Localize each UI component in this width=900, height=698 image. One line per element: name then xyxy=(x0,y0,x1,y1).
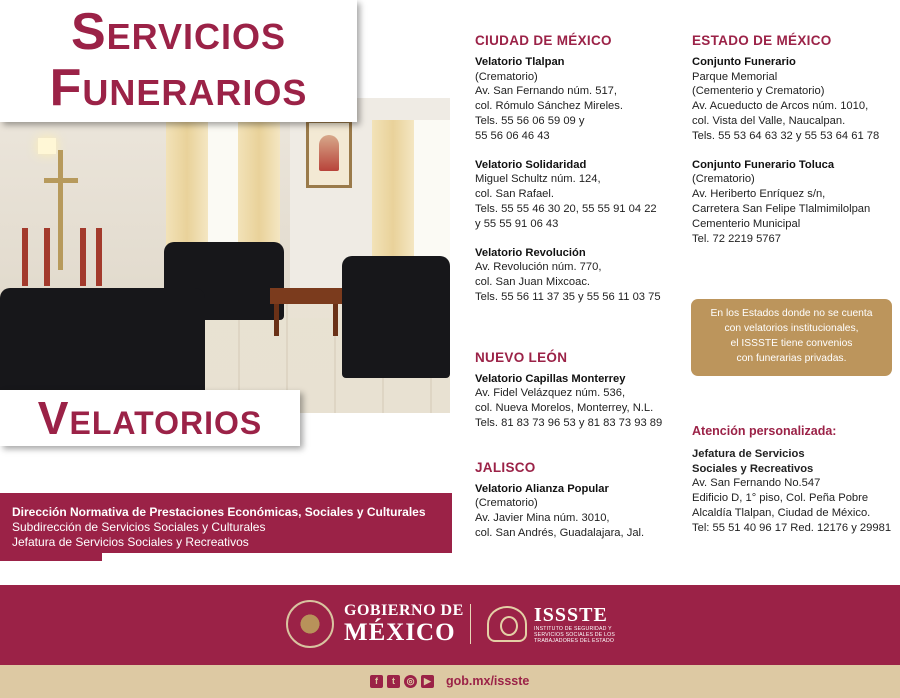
photo-painting xyxy=(306,120,352,188)
entry-name: Velatorio Tlalpan xyxy=(475,55,565,68)
photo-lamp xyxy=(38,138,56,154)
direction-line-1: Dirección Normativa de Prestaciones Económicas, Sociales y Culturales xyxy=(12,505,426,519)
footer-divider xyxy=(470,604,471,644)
column-left xyxy=(475,34,685,555)
entry-conjunto-funerario xyxy=(692,55,897,144)
social-links xyxy=(370,673,529,689)
entry-line: Tels. 55 53 64 63 32 y 55 53 64 61 78 xyxy=(692,129,880,142)
entry-velatorio-tlalpan xyxy=(475,55,685,144)
entry-line: col. San Andrés, Guadalajara, Jal. xyxy=(475,526,645,539)
photo-sofa xyxy=(342,256,450,378)
entry-line: Miguel Schultz núm. 124, xyxy=(475,173,601,186)
entry-line: (Crematorio) xyxy=(475,497,538,510)
photo-candle xyxy=(44,228,50,286)
atencion-line: Edificio D, 1° piso, Col. Peña Pobre xyxy=(692,492,869,505)
issste-logo xyxy=(534,604,634,644)
entry-line: col. San Juan Mixcoac. xyxy=(475,276,591,289)
entry-line: Tels. 81 83 73 96 53 y 81 83 73 93 89 xyxy=(475,416,663,429)
region-heading-nuevo-leon: NUEVO LEÓN xyxy=(475,349,568,365)
region-heading-edomex: ESTADO DE MÉXICO xyxy=(692,33,832,48)
photo-candle xyxy=(96,228,102,286)
entry-line: Parque Memorial xyxy=(692,70,778,83)
entry-velatorio-revolucion xyxy=(475,246,685,305)
subtitle-box xyxy=(0,390,300,446)
entry-line: Av. Acueducto de Arcos núm. 1010, xyxy=(692,100,869,113)
entry-conjunto-funerario-toluca xyxy=(692,158,897,247)
issste-subtitle: INSTITUTO DE SEGURIDAD Y SERVICIOS SOCIALES DE LOS TRABAJADORES DEL ESTADO xyxy=(534,626,616,644)
issste-logo-icon xyxy=(487,606,527,642)
note-box xyxy=(691,299,892,376)
entry-line: Av. San Fernando núm. 517, xyxy=(475,85,618,98)
atencion-heading: Atención personalizada: xyxy=(692,424,837,438)
entry-name: Velatorio Revolución xyxy=(475,246,586,259)
entry-line: col. Rómulo Sánchez Mireles. xyxy=(475,100,623,113)
gob-line-1: GOBIERNO DE xyxy=(344,602,464,619)
entry-line: Tels. 55 56 06 59 09 y xyxy=(475,114,585,127)
subtitle: Velatorios xyxy=(37,392,263,444)
title-box xyxy=(0,0,357,122)
entry-line: (Cementerio y Crematorio) xyxy=(692,85,825,98)
entry-line: Carretera San Felipe Tlalmimilolpan xyxy=(692,202,871,215)
entry-line: 55 56 06 46 43 xyxy=(475,129,550,142)
twitter-icon[interactable]: t xyxy=(387,675,400,688)
entry-line: col. Nueva Morelos, Monterrey, N.L. xyxy=(475,402,654,415)
photo-cross-bar xyxy=(44,178,78,183)
direction-line-2: Subdirección de Servicios Sociales y Culturales xyxy=(12,520,266,534)
entry-line: (Crematorio) xyxy=(475,70,538,83)
column-right xyxy=(692,34,897,260)
gob-line-2: MÉXICO xyxy=(344,619,456,646)
youtube-icon[interactable]: ▶ xyxy=(421,675,434,688)
note-line: con funerarias privadas. xyxy=(736,353,847,364)
note-line: En los Estados donde no se cuenta xyxy=(710,308,873,319)
entry-name: Conjunto Funerario xyxy=(692,55,796,68)
entry-line: Cementerio Municipal xyxy=(692,217,801,230)
issste-name: ISSSTE xyxy=(534,604,608,626)
velatorio-room-photo xyxy=(0,98,450,413)
photo-cross xyxy=(58,150,63,270)
instagram-icon[interactable]: ◎ xyxy=(404,675,417,688)
entry-line: Av. Heriberto Enríquez s/n, xyxy=(692,188,826,201)
title-line-2: Funerarios xyxy=(49,59,308,117)
entry-name: Conjunto Funerario Toluca xyxy=(692,158,835,171)
entry-line: Av. Fidel Velázquez núm. 536, xyxy=(475,387,626,400)
title-line-1: Servicios xyxy=(70,3,287,61)
atencion-block xyxy=(692,424,897,536)
direction-line-3: Jefatura de Servicios Sociales y Recreativos xyxy=(12,535,249,549)
region-heading-jalisco: JALISCO xyxy=(475,459,536,475)
entry-velatorio-alianza-popular xyxy=(475,482,685,541)
photo-candle xyxy=(80,228,86,286)
note-line: el ISSSTE tiene convenios xyxy=(730,338,853,349)
atencion-name-line: Sociales y Recreativos xyxy=(692,462,814,475)
entry-name: Velatorio Alianza Popular xyxy=(475,482,609,495)
entry-line: (Crematorio) xyxy=(692,173,755,186)
gobierno-de-mexico-logo xyxy=(344,602,464,646)
entry-name: Velatorio Solidaridad xyxy=(475,158,587,171)
entry-velatorio-capillas-monterrey xyxy=(475,372,685,431)
region-heading-cdmx: CIUDAD DE MÉXICO xyxy=(475,33,612,48)
entry-line: Tels. 55 56 11 37 35 y 55 56 11 03 75 xyxy=(475,290,661,303)
entry-line: y 55 55 91 06 43 xyxy=(475,217,559,230)
entry-name: Velatorio Capillas Monterrey xyxy=(475,372,626,385)
facebook-icon[interactable]: f xyxy=(370,675,383,688)
atencion-line: Av. San Fernando No.547 xyxy=(692,477,821,490)
photo-candle xyxy=(22,228,28,286)
website-link[interactable]: gob.mx/issste xyxy=(446,674,530,688)
atencion-name-line: Jefatura de Servicios xyxy=(692,447,805,460)
entry-line: Av. Revolución núm. 770, xyxy=(475,261,602,274)
photo-side-table xyxy=(270,288,342,336)
atencion-line: Tel: 55 51 40 96 17 Red. 12176 y 29981 xyxy=(692,521,892,534)
entry-line: col. San Rafael. xyxy=(475,188,554,201)
entry-line: Tels. 55 55 46 30 20, 55 55 91 04 22 xyxy=(475,202,657,215)
entry-line: Tel. 72 2219 5767 xyxy=(692,232,781,245)
direction-bar xyxy=(0,493,452,553)
note-line: con velatorios institucionales, xyxy=(724,323,859,334)
entry-line: col. Vista del Valle, Naucalpan. xyxy=(692,114,846,127)
entry-line: Av. Javier Mina núm. 3010, xyxy=(475,512,610,525)
atencion-line: Alcaldía Tlalpan, Ciudad de México. xyxy=(692,506,871,519)
entry-velatorio-solidaridad xyxy=(475,158,685,232)
mexico-seal-icon xyxy=(286,600,334,648)
direction-bar-tail xyxy=(0,553,102,561)
